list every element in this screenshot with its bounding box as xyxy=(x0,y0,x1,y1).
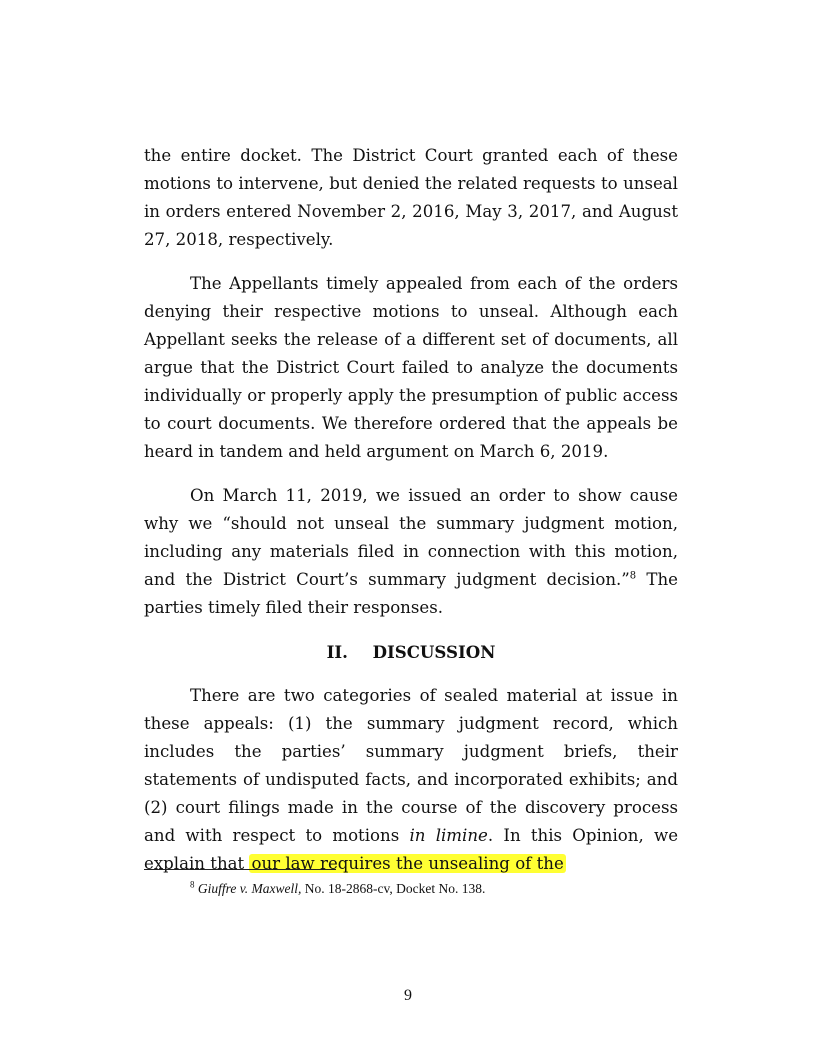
footnote-mark: 8 xyxy=(190,879,195,890)
section-number: II. xyxy=(326,642,348,662)
footnote-citation: No. 18-2868-cv, Docket No. 138. xyxy=(301,881,486,896)
paragraph-order-to-show-cause xyxy=(144,482,678,622)
italic-term: in limine xyxy=(409,826,488,845)
paragraph-appeals: The Appellants timely appealed from each of the orders denying their respective motions to unseal. Although each Appellant seeks the release of a different set of documents, all argue that the District Court failed to analyze the documents individually or properly apply the presumption of public access to court documents. We therefore ordered that the appeals be heard in tandem and held argument on March 6, 2019. xyxy=(144,274,678,461)
paragraph-discussion xyxy=(144,682,678,878)
paragraph-docket: the entire docket. The District Court granted each of these motions to intervene, but denied the related requests to unseal in orders entered November 2, 2016, May 3, 2017, and August 27, 2018, respectively. xyxy=(144,146,678,249)
section-title: DISCUSSION xyxy=(372,642,496,662)
footnote xyxy=(190,880,485,898)
section-heading xyxy=(144,638,678,666)
footnote-reference: 8 xyxy=(629,570,637,582)
highlighted-text: our law requires the unsealing of the xyxy=(251,854,564,873)
discussion-text: There are two categories of sealed material at issue in these appeals: (1) the summary judgment record, which includes the parties’ summary judgment briefs, their statements of undisputed facts, and incorporated exhibits; and (2) court filings made in the course of the discovery process and with respect to motions xyxy=(144,686,678,845)
order-text-continued: The parties timely filed their responses. xyxy=(144,570,678,617)
page-number: 9 xyxy=(404,987,412,1004)
order-text: On March 11, 2019, we issued an order to show cause why we “should not unseal the summary judgment motion, including any materials filed in connection with this motion, and the District Court’s summary judgment decision.” xyxy=(144,486,678,589)
footnote-case-name: Giuffre v. Maxwell, xyxy=(197,881,302,896)
discussion-text-continued: . In this Opinion, we explain that xyxy=(144,826,679,873)
opinion-body xyxy=(144,142,678,894)
footnote-divider xyxy=(144,869,336,870)
